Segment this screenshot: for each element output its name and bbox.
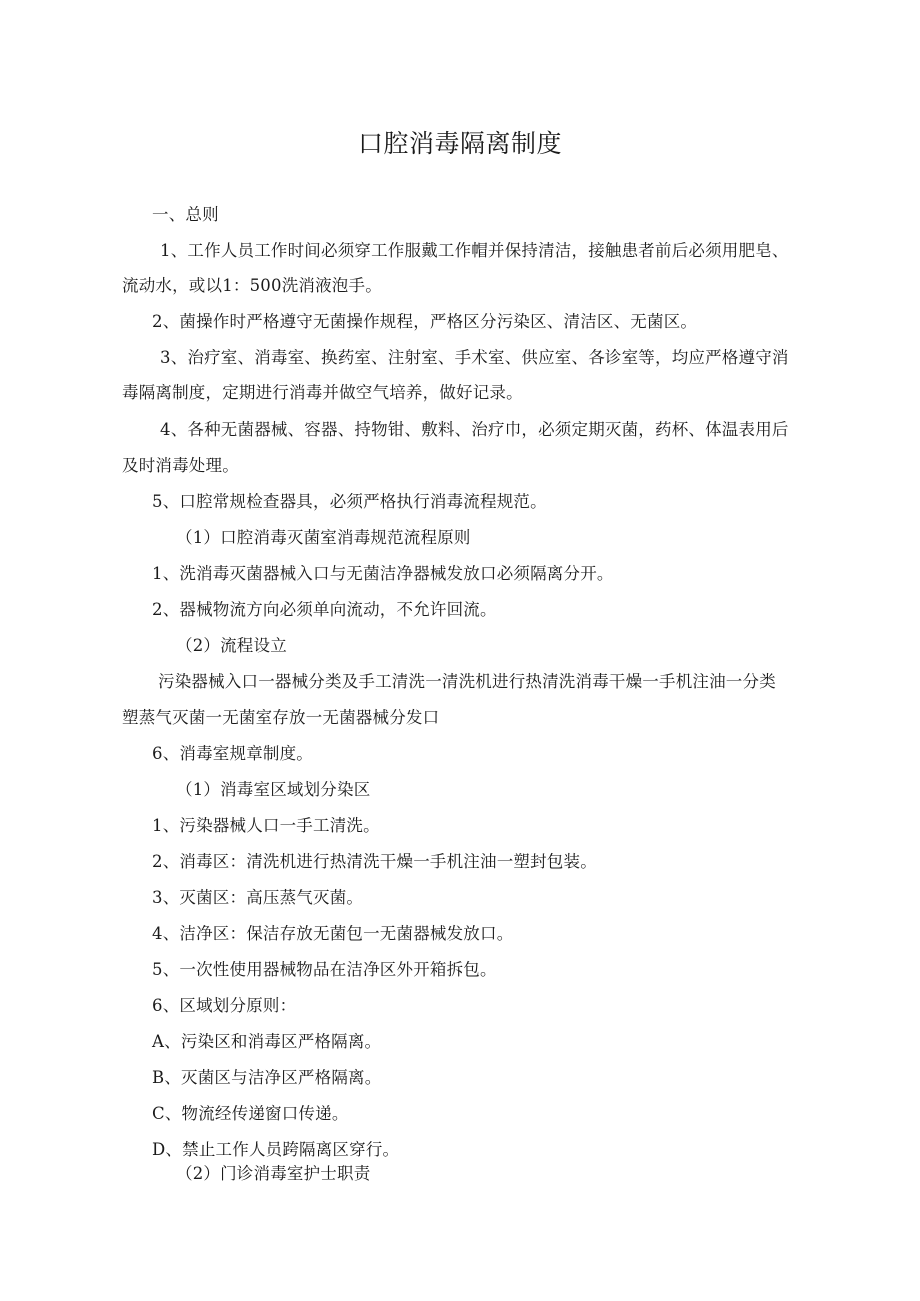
paragraph-line: 1、洗消毒灭菌器械入口与无菌洁净器械发放口必须隔离分开。 [152,564,614,583]
paragraph-line: 2、消毒区：清洗机进行热清洗干燥一手机注油一塑封包装。 [152,852,597,871]
paragraph-line: 及时消毒处理。 [122,456,239,475]
subsection-heading: （2）流程设立 [176,636,287,655]
paragraph-line: 1、污染器械人口一手工清洗。 [152,816,380,835]
paragraph-line: 3、治疗室、消毒室、换药室、注射室、手术室、供应室、各诊室等，均应严格遵守消 [160,348,789,367]
paragraph-line: 4、各种无菌器械、容器、持物钳、敷料、治疗巾，必须定期灭菌，药杯、体温表用后 [160,420,789,439]
paragraph-line: 2、器械物流方向必须单向流动，不允许回流。 [152,600,497,619]
paragraph-line: 流动水，或以1：500洗消液泡手。 [122,276,382,295]
paragraph-line: 毒隔离制度，定期进行消毒并做空气培养，做好记录。 [122,383,523,402]
section-heading-general: 一、总则 [152,205,219,224]
paragraph-line: 6、区域划分原则： [152,996,297,1015]
document-title: 口腔消毒隔离制度 [357,129,562,158]
paragraph-line: 1、工作人员工作时间必须穿工作服戴工作帽并保持清洁，接触患者前后必须用肥皂、 [160,241,789,260]
paragraph-line: 5、口腔常规检查器具，必须严格执行消毒流程规范。 [152,492,547,511]
paragraph-line: C、物流经传递窗口传递。 [152,1104,349,1123]
paragraph-line: 5、一次性使用器械物品在洁净区外开箱拆包。 [152,960,497,979]
paragraph-line: 塑蒸气灭菌一无菌室存放一无菌器械分发口 [122,708,440,727]
paragraph-line: D、禁止工作人员跨隔离区穿行。 [152,1140,400,1159]
paragraph-line: 3、灭菌区：高压蒸气灭菌。 [152,888,364,907]
paragraph-line: 污染器械入口一器械分类及手工清洗一清洗机进行热清洗消毒干燥一手机注油一分类 [158,672,776,691]
subsection-heading: （2）门诊消毒室护士职责 [176,1164,371,1183]
paragraph-line: B、灭菌区与洁净区严格隔离。 [152,1068,382,1087]
subsection-heading: （1）口腔消毒灭菌室消毒规范流程原则 [176,528,471,547]
paragraph-line: 6、消毒室规章制度。 [152,744,313,763]
paragraph-line: 4、洁净区：保洁存放无菌包一无菌器械发放口。 [152,924,514,943]
paragraph-line: 2、菌操作时严格遵守无菌操作规程，严格区分污染区、清洁区、无菌区。 [152,312,698,331]
paragraph-line: A、污染区和消毒区严格隔离。 [152,1032,382,1051]
subsection-heading: （1）消毒室区域划分染区 [176,780,371,799]
